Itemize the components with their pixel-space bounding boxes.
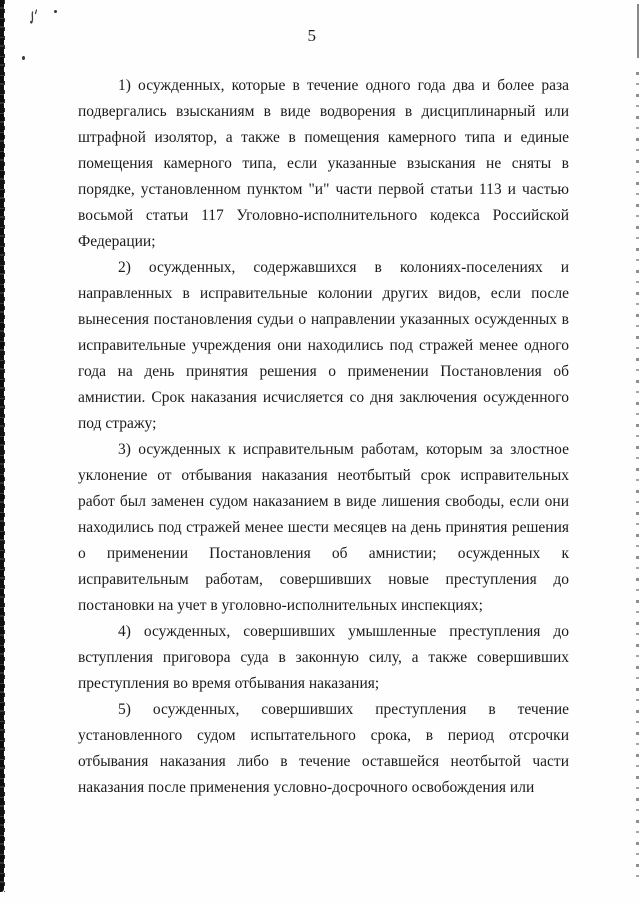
scan-edge-line-right xyxy=(637,4,639,58)
pen-dot-icon xyxy=(54,10,57,13)
text-line: работ был заменен судом наказанием в виде лишения свободы, если они xyxy=(78,493,569,510)
text-line: вступления приговора суда в законную силу, а также совершивших xyxy=(78,649,569,666)
text-line: года на день принятия решения о применении Постановления об xyxy=(78,363,569,380)
text-line: помещения камерного типа, если указанные взыскания не сняты в xyxy=(78,155,569,172)
text-line: Федерации; xyxy=(78,233,156,250)
page-number: 5 xyxy=(307,26,317,45)
text-line: амнистии. Срок наказания исчисляется со дня заключения осужденного xyxy=(78,389,569,406)
pen-dot-icon xyxy=(22,56,25,60)
text-line: 1) осужденных, которые в течение одного года два и более раза xyxy=(118,77,569,94)
paragraph xyxy=(78,697,569,801)
text-line: постановки на учет в уголовно-исполнительных инспекциях; xyxy=(78,597,483,614)
text-line: подвергались взысканиям в виде водворения в дисциплинарный или xyxy=(78,103,569,120)
text-line: 4) осужденных, совершивших умышленные преступления до xyxy=(118,623,569,640)
text-line: штрафной изолятор, а также в помещения камерного типа и единые xyxy=(78,129,569,146)
text-line: направленных в исправительные колонии других видов, если после xyxy=(78,285,569,302)
text-line: под стражу; xyxy=(78,415,157,432)
paragraph xyxy=(78,73,569,255)
text-line: исправительным работам, совершивших новые преступления до xyxy=(78,571,569,588)
paragraph xyxy=(78,255,569,437)
text-line: наказания после применения условно-досрочного освобождения или xyxy=(78,779,535,796)
text-line: уклонение от отбывания наказания неотбытый срок исправительных xyxy=(78,467,569,484)
text-line: 3) осужденных к исправительным работам, которым за злостное xyxy=(118,441,569,458)
text-line: 5) осужденных, совершивших преступления в течение xyxy=(118,701,569,718)
text-line: порядке, установленном пунктом "и" части первой статьи 113 и частью xyxy=(78,181,569,198)
text-line: преступления во время отбывания наказания; xyxy=(78,675,380,692)
text-line: вынесения постановления судьи о направлении указанных осужденных в xyxy=(78,311,569,328)
text-line: о применении Постановления об амнистии; осужденных к xyxy=(78,545,569,562)
paragraph xyxy=(78,437,569,619)
document-body xyxy=(78,73,569,801)
text-line: установленного судом испытательного срока, в период отсрочки xyxy=(78,727,569,744)
scan-edge-artifact-left xyxy=(0,0,4,892)
scan-edge-artifact-right xyxy=(636,72,639,880)
paragraph xyxy=(78,619,569,697)
text-line: отбывания наказания либо в течение оставшейся неотбытой части xyxy=(78,753,569,770)
text-line: исправительные учреждения они находились под стражей менее одного xyxy=(78,337,569,354)
text-line: находились под стражей менее шести месяцев на день принятия решения xyxy=(78,519,569,536)
text-line: восьмой статьи 117 Уголовно-исполнительного кодекса Российской xyxy=(78,207,569,224)
text-line: 2) осужденных, содержавшихся в колониях-поселениях и xyxy=(118,259,569,276)
pen-mark-icon xyxy=(26,7,42,27)
